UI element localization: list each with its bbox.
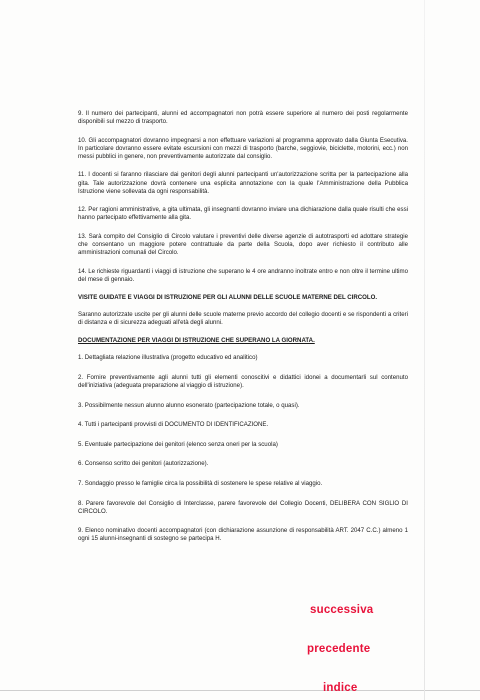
paragraph-13: 13. Sarà compito del Consiglio di Circolo valutare i preventivi delle diverse agenzie di autotrasporti ed adottare strategie che consentano un maggiore potere contrattuale da parte della Scuola, dopo aver richiesto il contributo alle amministrazioni comunali del Circolo. <box>78 232 408 257</box>
list-item: 7. Sondaggio presso le famiglie circa la possibilità di sostenere le spese relative al viaggio. <box>78 479 323 487</box>
paragraph-12: 12. Per ragioni amministrative, a gita ultimata, gli insegnanti dovranno inviare una dichiarazione dalla quale risulti che essi hanno partecipato effettivamente alla gita. <box>78 206 408 222</box>
next-page-link[interactable]: successiva <box>310 604 374 616</box>
paragraph-9: 9. Il numero dei partecipanti, alunni ed accompagnatori non potrà essere superiore al numero dei posti regolarmente disponibili sul mezzo di trasporto. <box>78 110 408 126</box>
heading-scuole-materne: VISITE GUIDATE E VIAGGI DI ISTRUZIONE PER GLI ALUNNI DELLE SCUOLE MATERNE DEL CIRCOLO. <box>78 294 378 302</box>
scan-fold-shadow <box>424 0 425 700</box>
list-item: 4. Tutti i partecipanti provvisti di DOCUMENTO DI IDENTIFICAZIONE. <box>78 421 269 429</box>
list-item: 2. Fornire preventivamente agli alunni tutti gli elementi conoscitivi e didattici idonei a documentarli sul contenuto dell'iniziativa (adeguata preparazione al viaggio di istruzione). <box>78 373 408 389</box>
index-link[interactable]: indice <box>323 682 358 694</box>
list-item: 9. Elenco nominativo docenti accompagnatori (con dichiarazione assunzione di responsabilità ART. 2047 C.C.) almeno 1 ogni 15 alunni-insegnanti di sostegno se partecipa H. <box>78 527 408 543</box>
list-item: 5. Eventuale partecipazione dei genitori (elenco senza oneri per la scuola) <box>78 440 278 448</box>
list-item: 8. Parere favorevole del Consiglio di Interclasse, parere favorevole del Collegio Docenti, DELIBERA CON SIGLIO DI CIRCOLO. <box>78 499 408 515</box>
previous-page-link[interactable]: precedente <box>307 643 371 655</box>
list-item: 1. Dettagliata relazione illustrativa (progetto educativo ed analitico) <box>78 354 258 362</box>
documentation-list <box>78 354 408 543</box>
paragraph-14: 14. Le richieste riguardanti i viaggi di istruzione che superano le 4 ore andranno inoltrate entro e non oltre il termine ultimo del mese di gennaio. <box>78 267 408 283</box>
list-item: 3. Possibilmente nessun alunno alunno esonerato (partecipazione totale, o quasi). <box>78 401 300 409</box>
heading-documentazione: DOCUMENTAZIONE PER VIAGGI DI ISTRUZIONE CHE SUPERANO LA GIORNATA. <box>78 337 315 345</box>
list-item: 6. Consenso scritto dei genitori (autorizzazione). <box>78 460 209 468</box>
scan-edge-line <box>0 690 480 691</box>
paragraph-10: 10. Gli accompagnatori dovranno impegnarsi a non effettuare variazioni al programma approvato dalla Giunta Esecutiva. In particolare dovranno essere evitate escursioni con mezzi di trasporto (barche, seggiovie, biciclette, motorini, ecc.) non messi pubblici in genere, non preventivamente autorizzate dal consiglio. <box>78 136 408 160</box>
paragraph-scuole-materne: Saranno autorizzate uscite per gli alunni delle scuole materne previo accordo del collegio docenti e se rispondenti a criteri di distanza e di sicurezza adeguati all'età degli alunni. <box>78 310 408 326</box>
document-body <box>78 110 408 555</box>
paragraph-11: 11. I docenti si faranno rilasciare dai genitori degli alunni partecipanti un'autorizzazione scritta per la partecipazione alla gita. Tale autorizzazione dovrà contenere una esplicita annotazione con la quale l'Amministrazione della Pubblica Istruzione viene sollevata da ogni responsabilità. <box>78 171 408 195</box>
